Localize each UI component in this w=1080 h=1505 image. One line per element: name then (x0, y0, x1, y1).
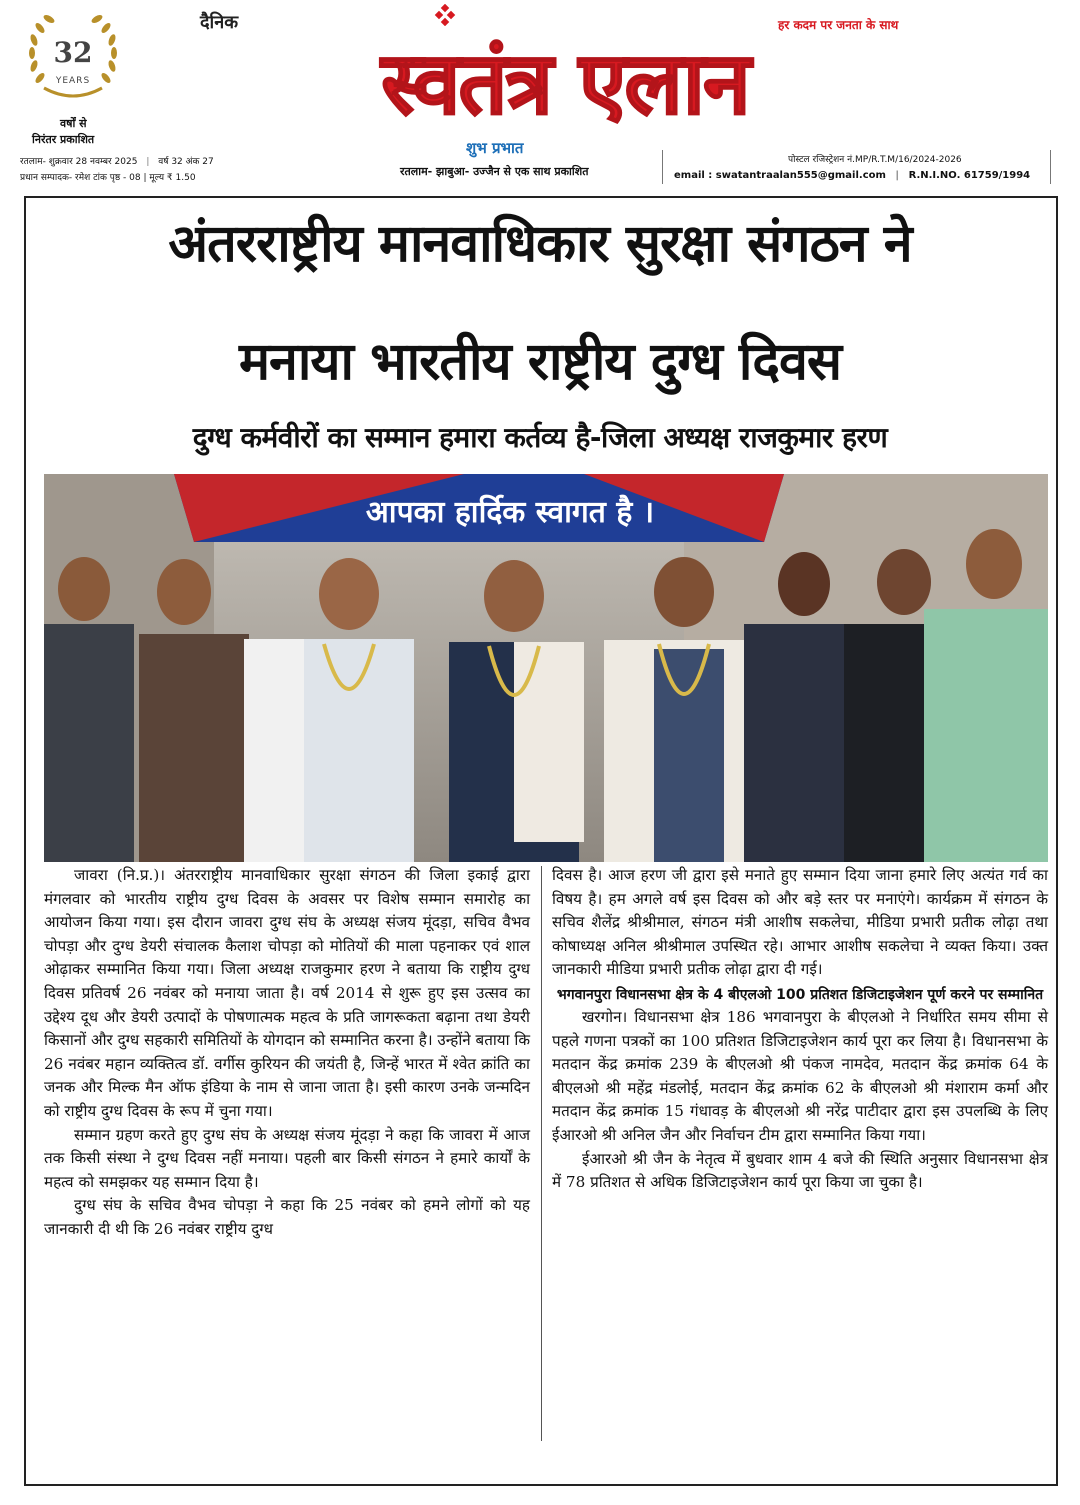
date-line: रतलाम- शुक्रवार 28 नवम्बर 2025 (20, 157, 138, 167)
shubh-prabhat-label: शुभ प्रभात (466, 139, 524, 157)
article-paragraph: दिवस है। आज हरण जी द्वारा इसे मनाते हुए सम्मान दिया जाना हमारे लिए अत्यंत गर्व का विषय है। हम अगले वर्ष इस दिवस को और बड़े स्तर पर मनाएंगे। कार्यक्रम में संगठन के सचिव शैलेंद्र श्रीश्रीमाल, संगठन मंत्री आशीष सकलेचा, मीडिया प्रभारी प्रतीक लोढ़ा तथा कोषाध्यक्ष अनिल श्रीश्रीमाल उपस्थित रहे। आभार आशीष सकलेचा ने व्यक्त किया। उक्त जानकारी मीडिया प्रभारी प्रतीक लोढ़ा द्वारा दी गई। (552, 866, 1048, 979)
issue-line: वर्ष 32 अंक 27 (158, 157, 214, 167)
event-photo (44, 474, 1048, 862)
article-paragraph: खरगोन। विधानसभा क्षेत्र 186 भगवानपुरा के बीएलओ ने निर्धारित समय सीमा से पहले गणना पत्रकों का 100 प्रतिशत डिजिटाइजेशन कार्य पूरा कर लिया है। विधानसभा के मतदान केंद्र क्रमांक 239 के बीएलओ श्री पंकज नामदेव, मतदान केंद्र क्रमांक 64 के बीएलओ श्री महेंद्र मंडलोई, मतदान केंद्र क्रमांक 62 के बीएलओ श्री मंशाराम कर्मा और मतदान केंद्र क्रमांक 15 गंधावड़ के बीएलओ श्री नरेंद्र पाटीदार द्वारा इस उपलब्धि के लिए ईआरओ श्री अनिल जैन और निर्वाचन टीम द्वारा सम्मानित किया गया। (552, 1007, 1048, 1144)
pages-price: पृष्ठ - 08 | मूल्य ₹ 1.50 (109, 173, 196, 183)
article-paragraph: जावरा (नि.प्र.)। अंतरराष्ट्रीय मानवाधिकार सुरक्षा संगठन की जिला इकाई द्वारा मंगलवार को भारतीय राष्ट्रीय दुग्ध दिवस के अवसर पर विशेष सम्मान समारोह का आयोजन किया गया। इस दौरान जावरा दुग्ध संघ के अध्यक्ष संजय मूंदड़ा, सचिव वैभव चोपड़ा और दुग्ध डेयरी संचालक कैलाश चोपड़ा को मोतियों की माला पहनाकर एवं शाल ओढ़ाकर सम्मानित किया गया। जिला अध्यक्ष राजकुमार हरण ने बताया कि राष्ट्रीय दुग्ध दिवस प्रतिवर्ष 26 नवंबर को मनाया जाता है। वर्ष 2014 से शुरू हुए इस उत्सव का उद्देश्य दूध और डेयरी उत्पादों के पोषणात्मक महत्व के प्रति जागरूकता बढ़ाना तथा डेयरी किसानों और दुग्ध सहकारी समितियों के योगदान को सम्मानित करना है। उन्होंने बताया कि 26 नवंबर महान व्यक्तित्व डॉ. वर्गीस कुरियन की जयंती है, जिन्हें भारत में श्वेत क्रांति का जनक और मिल्क मैन ऑफ इंडिया के नाम से जाना जाता है। इसी कारण उनके जन्मदिन को राष्ट्रीय दुग्ध दिवस के रूप में चुना गया। (44, 866, 530, 1120)
tagline: हर कदम पर जनता के साथ (778, 18, 899, 32)
email: email : swatantraalan555@gmail.com (674, 170, 886, 181)
published-from: रतलाम- झाबुआ- उज्जैन से एक साथ प्रकाशित (400, 165, 589, 178)
masthead-divider (1050, 150, 1051, 184)
since-label: वर्षों से (60, 117, 87, 130)
anniversary-badge (14, 8, 132, 128)
editor-price-line (20, 170, 196, 183)
editor-line: प्रधान सम्पादक- रमेश टांक (20, 173, 107, 183)
badge-number: 32 (53, 36, 93, 69)
secondary-news-headline: भगवानपुरा विधानसभा क्षेत्र के 4 बीएलओ 100 प्रतिशत डिजिटाइजेशन पूर्ण करने पर सम्मानित (556, 986, 1044, 1003)
masthead (0, 0, 1080, 192)
masthead-divider (662, 150, 663, 184)
headline-line-2: मनाया भारतीय राष्ट्रीय दुग्ध दिवस (238, 332, 842, 392)
article-column-left (44, 864, 530, 1242)
postal-registration: पोस्टल रजिस्ट्रेशन नं.MP/R.T.M/16/2024-2026 (788, 155, 962, 165)
subheadline: दुग्ध कर्मवीरों का सम्मान हमारा कर्तव्य है-जिला अध्यक्ष राजकुमार हरण (192, 421, 888, 454)
headline-line-1: अंतरराष्ट्रीय मानवाधिकार सुरक्षा संगठन ने (168, 214, 912, 274)
contact-line: email : swatantraalan555@gmail.com | R.N.I.NO. 61759/1994 (674, 170, 1031, 181)
article-paragraph: सम्मान ग्रहण करते हुए दुग्ध संघ के अध्यक्ष संजय मूंदड़ा ने कहा कि जावरा में आज तक किसी संस्था ने दुग्ध दिवस नहीं मनाया। पहली बार किसी संगठन ने हमारे कार्यों के महत्व को समझकर यह सम्मान दिया है। (44, 1125, 530, 1191)
badge-years-label: YEARS (55, 76, 91, 86)
newspaper-title: स्वतंत्र एलान (381, 34, 749, 134)
article-paragraph: दुग्ध संघ के सचिव वैभव चोपड़ा ने कहा कि 25 नवंबर को हमने लोगों को यह जानकारी दी थी कि 26 नवंबर राष्ट्रीय दुग्ध (44, 1196, 530, 1238)
date-issue-line: रतलाम- शुक्रवार 28 नवम्बर 2025 | वर्ष 32 अंक 27 (20, 157, 214, 167)
continuous-published-label: निरंतर प्रकाशित (32, 133, 95, 146)
column-divider (541, 866, 542, 1441)
event-photo-illustration (44, 474, 1048, 862)
diamond-ornament-icon (434, 4, 456, 26)
rni-number: R.N.I.NO. 61759/1994 (908, 170, 1031, 181)
article-paragraph: ईआरओ श्री जैन के नेतृत्व में बुधवार शाम 4 बजे की स्थिति अनुसार विधानसभा क्षेत्र में 78 प्रतिशत से अधिक डिजिटाइजेशन कार्य पूरा किया जा चुका है। (552, 1149, 1048, 1192)
article-column-right (552, 864, 1048, 1195)
dainik-label: दैनिक (200, 12, 239, 33)
photo-banner-text: आपका हार्दिक स्वागत है । (365, 495, 655, 530)
